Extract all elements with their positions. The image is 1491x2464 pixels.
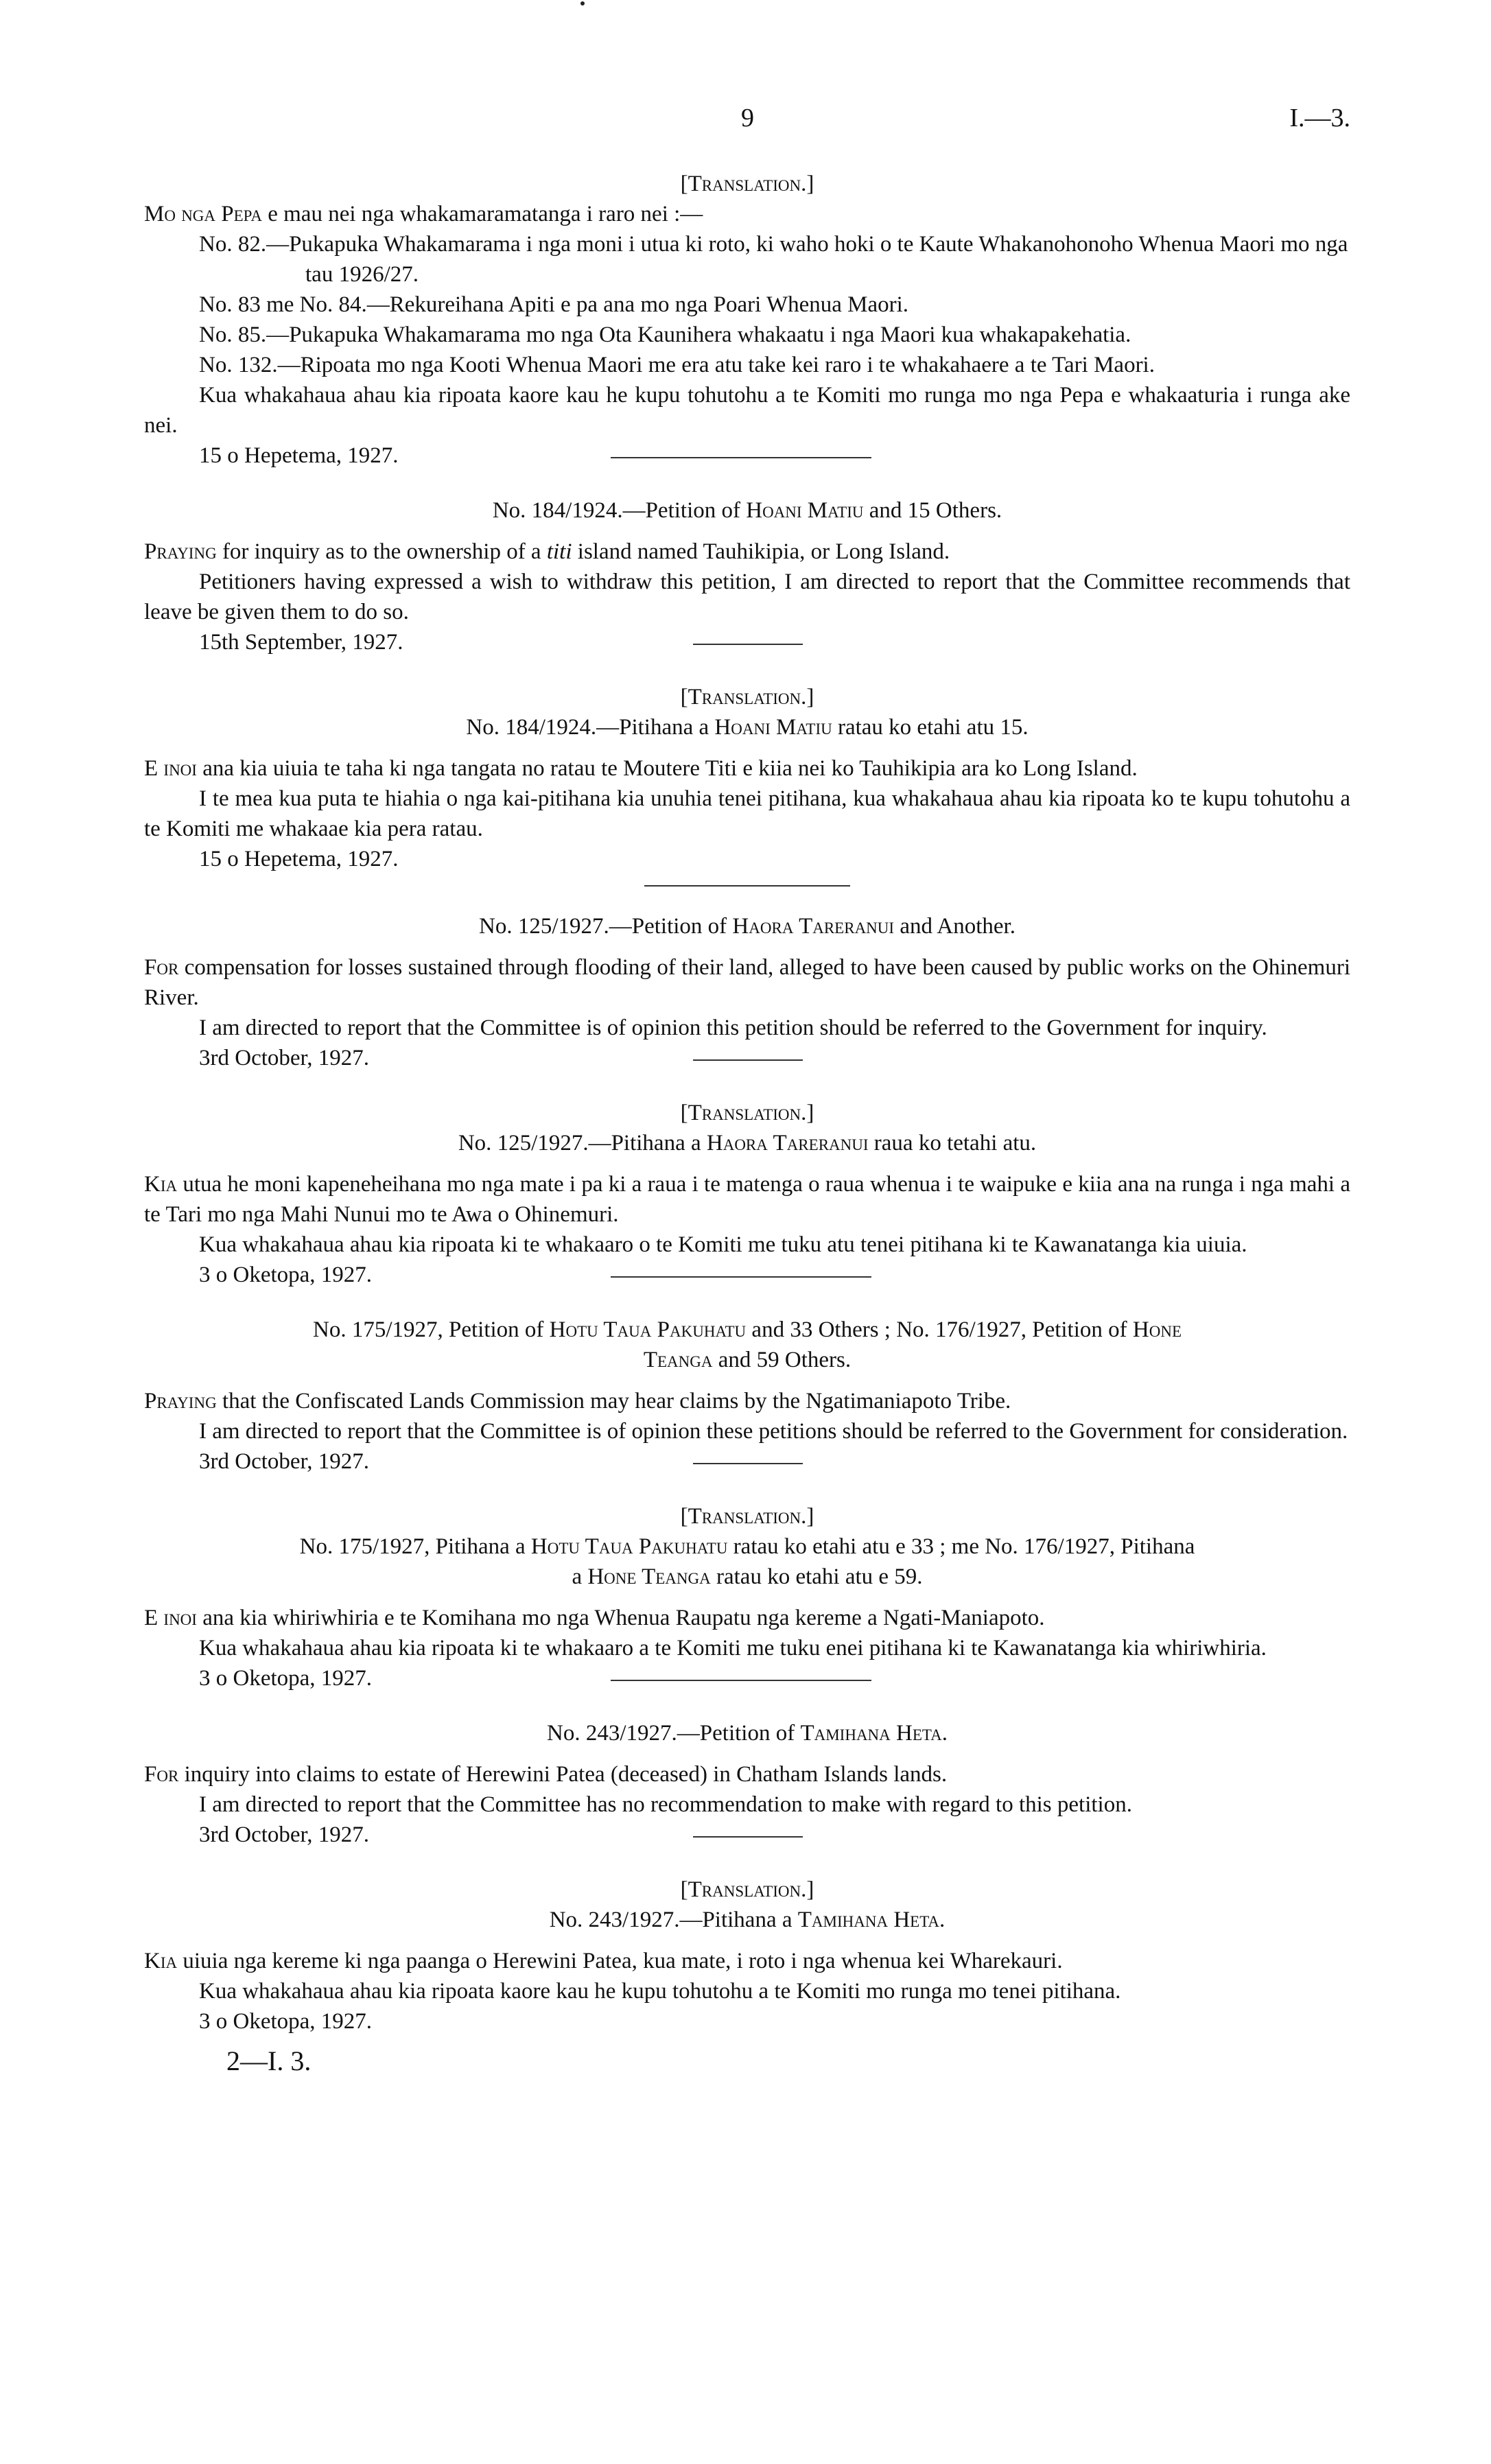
print-speck bbox=[580, 1, 585, 5]
paper-item: No. 85.—Pukapuka Whakamarama mo nga Ota Kaunihera whakaatu i nga Maori kua whakapakehatia. bbox=[199, 322, 1131, 347]
section-divider bbox=[611, 457, 871, 458]
translation-label: [Translation.] bbox=[680, 1504, 814, 1529]
dateline: 3 o Oketopa, 1927. bbox=[199, 2009, 373, 2034]
dateline: 15 o Hepetema, 1927. bbox=[199, 847, 399, 871]
translation-label: [Translation.] bbox=[680, 685, 814, 709]
section-divider bbox=[693, 644, 803, 645]
petition-prayer: For compensation for losses sustained through flooding of their land, alleged to have been caused by public works on the Ohinemuri River. bbox=[144, 955, 1350, 1010]
section-divider bbox=[611, 1680, 871, 1681]
section-divider bbox=[611, 1276, 871, 1278]
dateline: 3 o Oketopa, 1927. bbox=[144, 1260, 1350, 1290]
petition-prayer: E inoi ana kia whiriwhiria e te Komihana mo nga Whenua Raupatu nga kereme a Ngati-Maniapoto. bbox=[144, 1606, 1045, 1630]
papers-intro: Mo nga Pepa e mau nei nga whakamaramatanga i raro nei :— bbox=[144, 202, 703, 226]
report-body: I am directed to report that the Committee is of opinion this petition should be referred to the Government for inquiry. bbox=[199, 1016, 1267, 1040]
document-reference: I.—3. bbox=[1289, 104, 1350, 132]
petition-title: No. 125/1927.—Pitihana a Haora Tareranui raua ko tetahi atu. bbox=[458, 1131, 1037, 1155]
report-body: I am directed to report that the Committee has no recommendation to make with regard to this petition. bbox=[199, 1792, 1132, 1817]
dateline: 15 o Hepetema, 1927. bbox=[144, 441, 1350, 471]
translation-label: [Translation.] bbox=[680, 1877, 814, 1902]
page-header bbox=[144, 103, 1350, 133]
report-body: Kua whakahaua ahau kia ripoata kaore kau he kupu tohutohu a te Komiti mo runga mo nga Pepa e whakaaturia i runga ake nei. bbox=[144, 383, 1350, 438]
report-body: Petitioners having expressed a wish to withdraw this petition, I am directed to report that the Committee recommends that leave be given them to do so. bbox=[144, 570, 1350, 624]
paper-item: No. 83 me No. 84.—Rekureihana Apiti e pa ana mo nga Poari Whenua Maori. bbox=[199, 292, 909, 317]
dateline: 3rd October, 1927. bbox=[144, 1820, 1350, 1850]
dateline: 15th September, 1927. bbox=[144, 627, 1350, 657]
section-divider bbox=[693, 1836, 803, 1838]
report-body: Kua whakahaua ahau kia ripoata ki te whakaaro a te Komiti me tuku enei pitihana ki te Kawanatanga kia whiriwhiria. bbox=[199, 1636, 1267, 1661]
page-content bbox=[144, 103, 1350, 2077]
translation-label: [Translation.] bbox=[680, 1101, 814, 1125]
paper-item: No. 132.—Ripoata mo nga Kooti Whenua Maori me era atu take kei raro i te whakahaere a te Tari Maori. bbox=[199, 353, 1155, 377]
petition-prayer: Praying that the Confiscated Lands Commission may hear claims by the Ngatimaniapoto Tribe. bbox=[144, 1389, 1011, 1413]
report-body: I am directed to report that the Committee is of opinion these petitions should be referred to the Government for consideration. bbox=[199, 1419, 1348, 1444]
dateline: 3 o Oketopa, 1927. bbox=[144, 1663, 1350, 1693]
petition-title: No. 243/1927.—Petition of Tamihana Heta. bbox=[547, 1721, 948, 1746]
report-body: Kua whakahaua ahau kia ripoata kaore kau he kupu tohutohu a te Komiti mo runga mo tenei pitihana. bbox=[199, 1979, 1121, 2004]
petition-prayer: Kia utua he moni kapeneheihana mo nga mate i pa ki a raua i te matenga o raua whenua i te waipuke e kiia ana na runga i nga mahi a te Tari mo nga Mahi Nunui mo te Awa o Ohinemuri. bbox=[144, 1172, 1350, 1227]
petition-title: No. 175/1927, Petition of Hotu Taua Pakuhatu and 33 Others ; No. 176/1927, Petition of Hone bbox=[312, 1317, 1182, 1342]
section-divider bbox=[693, 1059, 803, 1061]
paper-item: No. 82.—Pukapuka Whakamarama i nga moni i utua ki roto, ki waho hoki o te Kaute Whakanohonoho Whenua Maori mo nga tau 1926/27. bbox=[199, 232, 1348, 287]
petition-title: No. 184/1924.—Petition of Hoani Matiu and 15 Others. bbox=[492, 498, 1002, 523]
petition-prayer: Praying for inquiry as to the ownership of a titi island named Tauhikipia, or Long Island. bbox=[144, 539, 950, 564]
translation-label: [Translation.] bbox=[680, 172, 814, 196]
report-body: I te mea kua puta te hiahia o nga kai-pitihana kia unuhia tenei pitihana, kua whakahaua ahau kia ripoata ko te kupu tohutohu a te Komiti me whakaae kia pera ratau. bbox=[144, 786, 1350, 841]
petition-prayer: For inquiry into claims to estate of Herewini Patea (deceased) in Chatham Islands lands. bbox=[144, 1762, 948, 1787]
petition-title-cont: a Hone Teanga ratau ko etahi atu e 59. bbox=[572, 1564, 923, 1589]
petition-prayer: E inoi ana kia uiuia te taha ki nga tangata no ratau te Moutere Titi e kiia nei ko Tauhikipia ara ko Long Island. bbox=[144, 756, 1138, 781]
petition-title-cont: Teanga and 59 Others. bbox=[643, 1348, 852, 1372]
dateline: 3rd October, 1927. bbox=[144, 1043, 1350, 1073]
signature-mark: 2—I. 3. bbox=[226, 2045, 312, 2076]
petition-title: No. 184/1924.—Pitihana a Hoani Matiu ratau ko etahi atu 15. bbox=[466, 715, 1029, 740]
petition-title: No. 175/1927, Pitihana a Hotu Taua Pakuhatu ratau ko etahi atu e 33 ; me No. 176/1927, Pitihana bbox=[299, 1534, 1195, 1559]
petition-title: No. 125/1927.—Petition of Haora Tareranui and Another. bbox=[479, 914, 1015, 939]
petition-prayer: Kia uiuia nga kereme ki nga paanga o Herewini Patea, kua mate, i roto i nga whenua kei Wharekauri. bbox=[144, 1949, 1063, 1973]
dateline: 3rd October, 1927. bbox=[144, 1446, 1350, 1477]
section-divider bbox=[693, 1463, 803, 1464]
page-number: 9 bbox=[741, 104, 754, 132]
petition-title: No. 243/1927.—Pitihana a Tamihana Heta. bbox=[549, 1908, 946, 1932]
report-body: Kua whakahaua ahau kia ripoata ki te whakaaro o te Komiti me tuku atu tenei pitihana ki te Kawanatanga kia uiuia. bbox=[199, 1232, 1247, 1257]
